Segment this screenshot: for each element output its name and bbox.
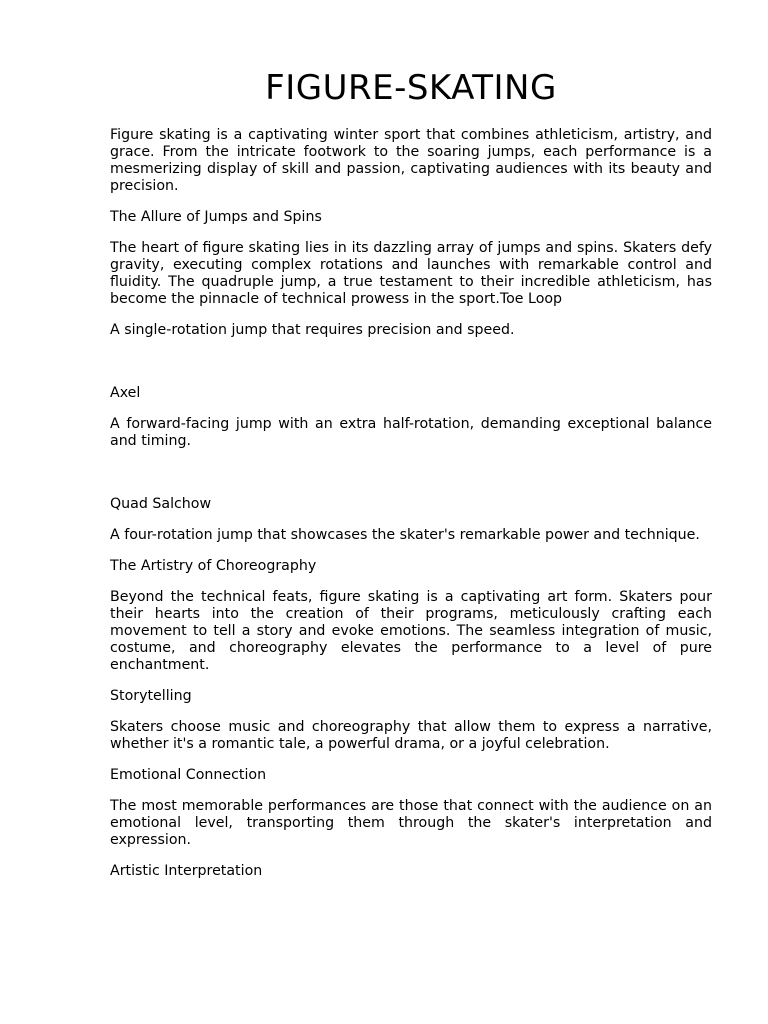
- document-page: [110, 0, 712, 894]
- section-heading-choreography: The Artistry of Choreography: [110, 558, 317, 574]
- emotional-connection-paragraph: The most memorable performances are those that connect with the audience on an emotional level, transporting them through the skater's interpretation and expression.: [110, 798, 712, 848]
- storytelling-paragraph: Skaters choose music and choreography that allow them to express a narrative, whether it's a romantic tale, a powerful drama, or a joyful celebration.: [110, 719, 712, 752]
- quad-salchow-description: A four-rotation jump that showcases the skater's remarkable power and technique.: [110, 527, 700, 543]
- storytelling-heading: Storytelling: [110, 688, 192, 704]
- artistic-interpretation-heading: Artistic Interpretation: [110, 863, 263, 879]
- axel-heading: Axel: [110, 385, 141, 401]
- choreography-paragraph: Beyond the technical feats, figure skating is a captivating art form. Skaters pour their hearts into the creation of their programs, meticulously crafting each movement to tell a story and evoke emotions. The seamless integration of music, costume, and choreography elevates the performance to a level of pure enchantment.: [110, 589, 712, 673]
- quad-salchow-heading: Quad Salchow: [110, 496, 212, 512]
- document-body: [110, 127, 712, 880]
- intro-paragraph: Figure skating is a captivating winter sport that combines athleticism, artistry, and grace. From the intricate footwork to the soaring jumps, each performance is a mesmerizing display of skill and passion, captivating audiences with its beauty and precision.: [110, 127, 712, 194]
- toe-loop-description: A single-rotation jump that requires precision and speed.: [110, 322, 515, 338]
- document-title: FIGURE-SKATING: [265, 68, 557, 108]
- jumps-spins-paragraph: The heart of figure skating lies in its dazzling array of jumps and spins. Skaters defy gravity, executing complex rotations and launches with remarkable control and fluidity. The quadruple jump, a true testament to their incredible athleticism, has become the pinnacle of technical prowess in the sport.Toe Loop: [110, 240, 712, 307]
- emotional-connection-heading: Emotional Connection: [110, 767, 267, 783]
- section-heading-jumps-spins: The Allure of Jumps and Spins: [110, 209, 322, 225]
- axel-description: A forward-facing jump with an extra half-rotation, demanding exceptional balance and timing.: [110, 416, 712, 449]
